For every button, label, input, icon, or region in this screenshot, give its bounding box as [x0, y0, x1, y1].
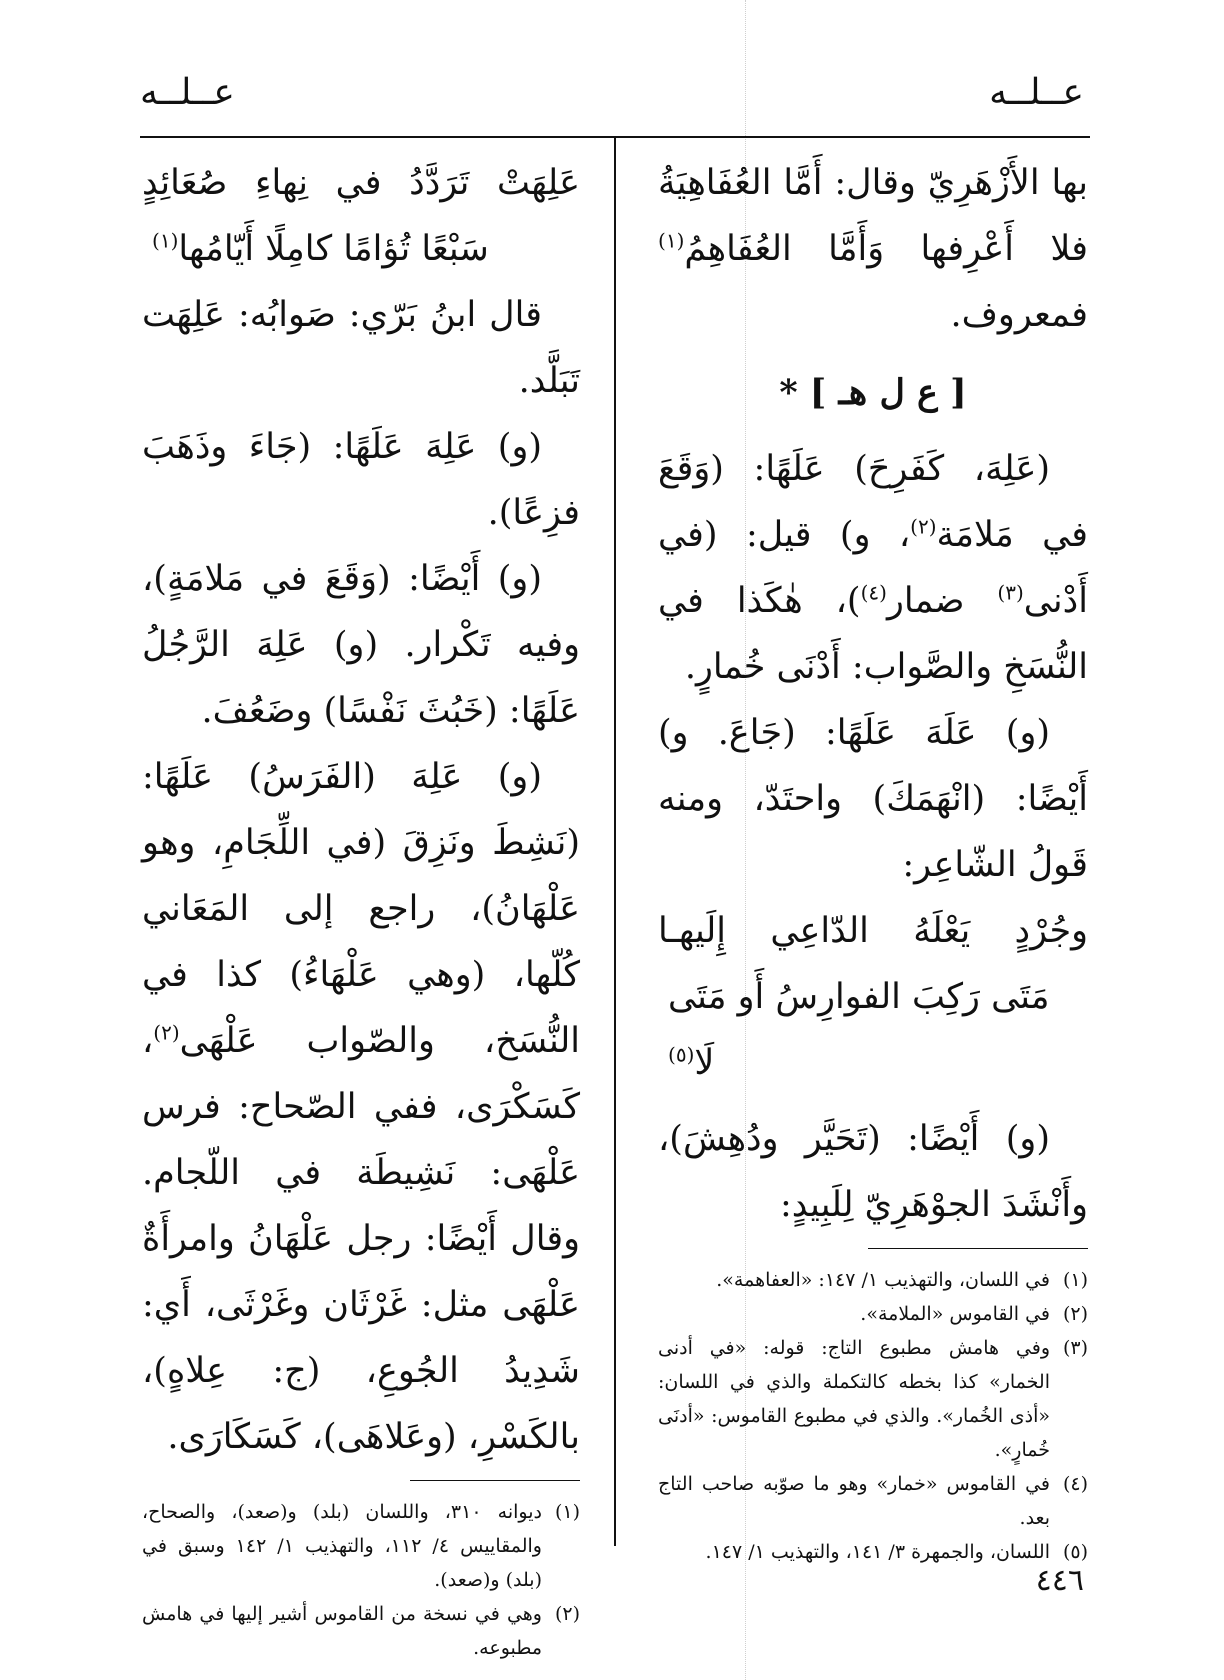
footnote: (٥) اللسان، والجمهرة ٣/ ١٤١، والتهذيب ١/ ١٤٧. — [705, 1541, 1088, 1563]
footnotes-right — [658, 1263, 1088, 1569]
footnote: (١) ديوانه ٣١٠، واللسان (بلد) و(صعد)، والصحاح، والمقاييس ٤/ ١١٢، والتهذيب ١/ ١٤٢ وسبق في (بلد) و(صعد). — [142, 1501, 580, 1591]
entry-heading: [ ع ل هـ ] * — [779, 372, 967, 413]
paragraph: (و) عَلِهَ عَلَهًا: (جَاءَ وذَهَبَ فزِعًا). — [142, 427, 580, 533]
running-head-left: عــلــه — [140, 72, 235, 113]
verse-line-1: عَلِهَتْ تَرَدَّدُ في نِهاءِ صُعَائِدٍ — [142, 163, 580, 203]
paragraph: (عَلِهَ، كَفَرِحَ) عَلَهًا: (وَقَعَ في مَلامَة$^{(٢)}$، و) قيل: (في أَدْنى$^{(٣)}$ ضمار$^{(٤)}$)، هٰكَذا في النُّسَخِ والصَّواب: أَدْنَى خُمارٍ. — [658, 449, 1088, 687]
paragraph: (و) أَيْضًا: (تَحَيَّر ودُهِشَ)، وأَنْشَدَ الجوْهَرِيّ لِلَبِيدٍ: — [658, 1119, 1088, 1225]
footnote-rule — [868, 1248, 1088, 1249]
footnote: (٢) في القاموس «الملامة». — [860, 1303, 1088, 1325]
running-head-right: عــلــه — [989, 72, 1084, 113]
column-divider — [614, 138, 616, 1546]
verse-line-1: وجُرْدٍ يَعْلَهُ الدّاعِي إِلَيهـا — [658, 911, 1088, 951]
paragraph: (و) عَلِهَ (الفَرَسُ) عَلَهًا: (نَشِطَ ونَزِقَ (في اللِّجَامِ، وهو عَلْهَانُ)، راجع إلى المَعَاني كُلّها، (وهي عَلْهَاءُ) كذا في النُّسَخ، والصّواب عَلْهَى$^{(٢)}$، كَسَكْرَى، ففي الصّحاح: فرس عَلْهَى: نَشِيطَة في اللّجام. وقال أَيْضًا: رجل عَلْهَانُ وامرأَةٌ عَلْهَى مثل: غَرْثَان وغَرْثَى، أَي: شَدِيدُ الجُوعِ، (ج: عِلاهٍ)، بالكَسْرِ، (وعَلاهَى)، كَسَكَارَى. — [142, 757, 580, 1457]
footnote: (١) في اللسان، والتهذيب ١/ ١٤٧: «العفاهمة». — [716, 1269, 1088, 1291]
footnote: (٤) في القاموس «خمار» وهو ما صوّبه صاحب التاج بعد. — [658, 1473, 1088, 1529]
footnotes-left — [142, 1495, 580, 1665]
footnote-rule — [410, 1480, 580, 1481]
paragraph: بها الأَزْهَرِيّ وقال: أَمَّا العُفَاهِيَةُ فلا أَعْرِفها وَأَمَّا العُفَاهِمُ$^{(١)}$ فمعروف. — [658, 163, 1088, 335]
left-column — [142, 150, 580, 1665]
footnote: (٢) وهي في نسخة من القاموس أشير إليها في هامش مطبوعه. — [142, 1603, 580, 1659]
verse-line-2: سَبْعًا تُؤامًا كامِلًا أَيّامُها$^{(١)}$ — [152, 228, 489, 269]
verse-line-2: مَتَى رَكِبَ الفوارِسُ أَو مَتَى لَا$^{(٥)}$ — [668, 977, 1050, 1083]
paragraph: (و) عَلَهَ عَلَهًا: (جَاعَ. و) أَيْضًا: (انْهَمَكَ) واحتَدّ، ومنه قَولُ الشّاعِر: — [658, 713, 1088, 885]
footnote: (٣) وفي هامش مطبوع التاج: قوله: «في أدنى الخمار» كذا بخطه كالتكملة والذي في اللسان: «أذى الخُمار». والذي في مطبوع القاموس: «أدنَى خُمارٍ». — [658, 1337, 1088, 1461]
paragraph: قال ابنُ بَرّي: صَوابُه: عَلِهَت تَبَلَّد. — [142, 295, 580, 401]
page-number: ٤٤٦ — [1035, 1563, 1084, 1598]
paragraph: (و) أَيْضًا: (وَقَعَ في مَلامَةٍ)، وفيه تَكْرار. (و) عَلِهَ الرَّجُلُ عَلَهًا: (خَبُثَ نَفْسًا) وضَعُفَ. — [142, 559, 580, 731]
right-column — [658, 150, 1088, 1569]
